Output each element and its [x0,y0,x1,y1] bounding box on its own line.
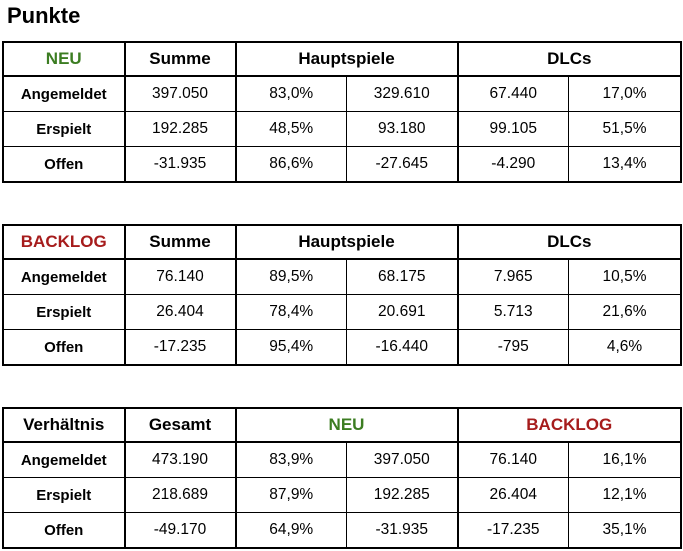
table-header-row [4,226,681,260]
table-cell: 192.285 [125,112,236,147]
table-cell: 329.610 [347,76,458,112]
table-cell: 192.285 [347,478,458,513]
table-cell: 7.965 [458,259,569,295]
table-cell: 397.050 [125,76,236,112]
table-cell: -27.645 [347,147,458,182]
column-header: NEU [236,409,458,443]
column-header: Hauptspiele [236,43,458,77]
table-cell: 4,6% [569,330,681,365]
table-row [4,442,681,478]
table-cell: 26.404 [125,295,236,330]
table-cell: -4.290 [458,147,569,182]
table-cell: 87,9% [236,478,347,513]
table-row [4,259,681,295]
table-neu [3,42,681,182]
table-cell: 67.440 [458,76,569,112]
table-row [4,295,681,330]
table-cell: -31.935 [125,147,236,182]
table-cell: -49.170 [125,513,236,548]
row-label: Offen [4,147,125,182]
column-header: Summe [125,226,236,260]
table-corner-label: BACKLOG [4,226,125,260]
table-row [4,330,681,365]
column-header: Summe [125,43,236,77]
table-cell: 78,4% [236,295,347,330]
table-cell: 51,5% [569,112,681,147]
column-header: DLCs [458,43,681,77]
table-row [4,147,681,182]
table-cell: 83,9% [236,442,347,478]
table-cell: 48,5% [236,112,347,147]
table-row [4,478,681,513]
table-cell: 5.713 [458,295,569,330]
table-cell: 218.689 [125,478,236,513]
table-cell: -31.935 [347,513,458,548]
table-row [4,112,681,147]
table-cell: 17,0% [569,76,681,112]
row-label: Offen [4,513,125,548]
row-label: Erspielt [4,295,125,330]
row-label: Offen [4,330,125,365]
table-cell: 397.050 [347,442,458,478]
table-cell: 76.140 [125,259,236,295]
table-cell: 26.404 [458,478,569,513]
column-header: BACKLOG [458,409,681,443]
table-backlog [3,225,681,365]
table-corner-label: Verhältnis [4,409,125,443]
table-corner-label: NEU [4,43,125,77]
row-label: Angemeldet [4,76,125,112]
table-header-row [4,409,681,443]
table-cell: 21,6% [569,295,681,330]
table-cell: 473.190 [125,442,236,478]
table-cell: -16.440 [347,330,458,365]
table-cell: 10,5% [569,259,681,295]
table-row [4,513,681,548]
table-cell: 16,1% [569,442,681,478]
table-verhaeltnis [3,408,681,548]
table-header-row [4,43,681,77]
table-cell: 35,1% [569,513,681,548]
table-cell: 13,4% [569,147,681,182]
page-title: Punkte [7,3,81,28]
table-cell: 64,9% [236,513,347,548]
column-header: Gesamt [125,409,236,443]
table-cell: 83,0% [236,76,347,112]
table-cell: 12,1% [569,478,681,513]
row-label: Angemeldet [4,442,125,478]
table-cell: 89,5% [236,259,347,295]
table-cell: 99.105 [458,112,569,147]
table-cell: -795 [458,330,569,365]
column-header: DLCs [458,226,681,260]
column-header: Hauptspiele [236,226,458,260]
table-row [4,76,681,112]
table-cell: 86,6% [236,147,347,182]
table-cell: -17.235 [125,330,236,365]
table-cell: 20.691 [347,295,458,330]
table-cell: 93.180 [347,112,458,147]
table-cell: 76.140 [458,442,569,478]
table-cell: 95,4% [236,330,347,365]
row-label: Erspielt [4,112,125,147]
table-cell: -17.235 [458,513,569,548]
table-cell: 68.175 [347,259,458,295]
row-label: Angemeldet [4,259,125,295]
row-label: Erspielt [4,478,125,513]
